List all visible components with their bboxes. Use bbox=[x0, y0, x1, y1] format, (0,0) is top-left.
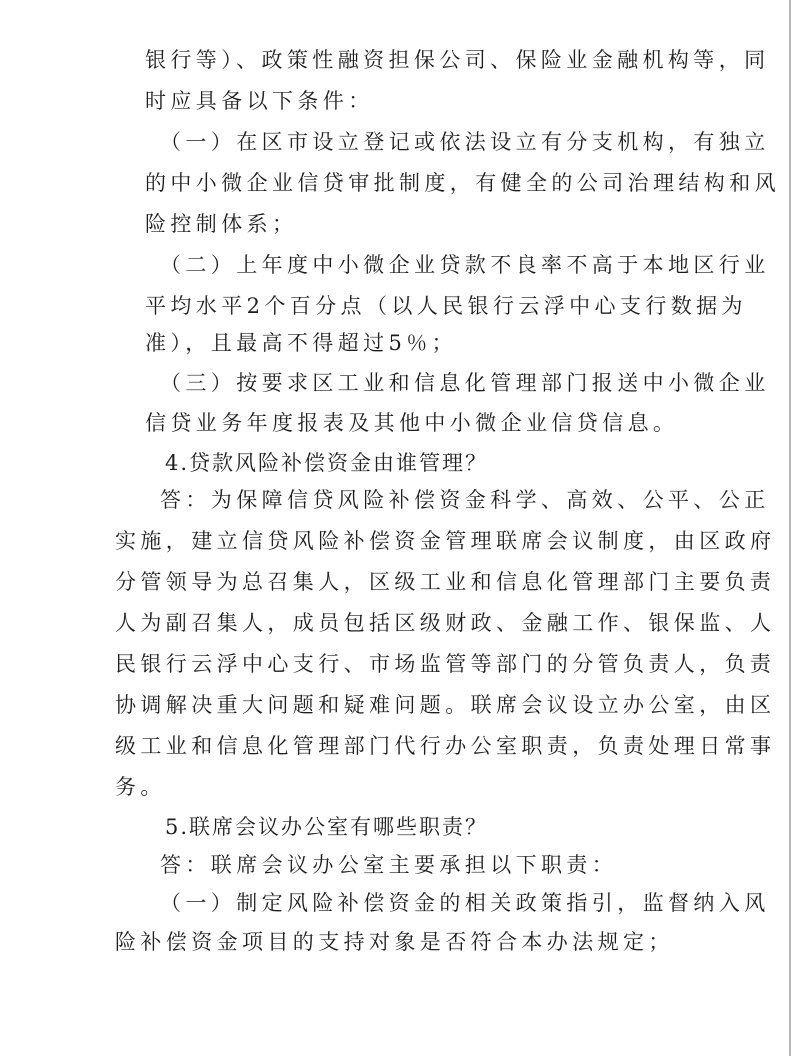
answer-4-line: 协调解决重大问题和疑难问题。联席会议设立办公室，由区 bbox=[115, 693, 776, 717]
list-item-3-line: 信贷业务年度报表及其他中小微企业信贷信息。 bbox=[145, 411, 679, 435]
answer-4-line: 民银行云浮中心支行、市场监管等部门的分管负责人，负责 bbox=[115, 652, 776, 676]
list-item-3-line: （三）按要求区工业和信息化管理部门报送中小微企业 bbox=[160, 371, 770, 395]
answer-4-line: 答：为保障信贷风险补偿资金科学、高效、公平、公正 bbox=[160, 488, 770, 512]
answer-4-line: 实施，建立信贷风险补偿资金管理联席会议制度，由区政府 bbox=[115, 529, 776, 553]
answer-4-line: 务。 bbox=[115, 775, 166, 799]
question-4-heading: 4.贷款风险补偿资金由谁管理？ bbox=[165, 451, 489, 475]
paragraph-line: 时应具备以下条件： bbox=[145, 89, 374, 113]
answer-4-line: 分管领导为总召集人，区级工业和信息化管理部门主要负责 bbox=[115, 570, 776, 594]
answer-5-list-item-1-line: （一）制定风险补偿资金的相关政策指引，监督纳入风 bbox=[160, 891, 770, 915]
list-item-1-line: 险控制体系； bbox=[145, 212, 298, 236]
list-item-1-line: （一）在区市设立登记或依法设立有分支机构，有独立 bbox=[160, 130, 770, 154]
answer-5-line: 答：联席会议办公室主要承担以下职责： bbox=[160, 853, 618, 877]
answer-4-line: 人为副召集人，成员包括区级财政、金融工作、银保监、人 bbox=[115, 611, 776, 635]
paragraph-line: 银行等）、政策性融资担保公司、保险业金融机构等，同 bbox=[145, 48, 770, 72]
list-item-2-line: 平均水平2个百分点（以人民银行云浮中心支行数据为 bbox=[145, 294, 747, 318]
list-item-2-line: 准），且最高不得超过5％； bbox=[145, 331, 458, 355]
answer-5-list-item-1-line: 险补偿资金项目的支持对象是否符合本办法规定； bbox=[115, 930, 674, 954]
question-5-heading: 5.联席会议办公室有哪些职责？ bbox=[165, 815, 489, 839]
list-item-1-line: 的中小微企业信贷审批制度，有健全的公司治理结构和风 bbox=[145, 171, 780, 195]
answer-4-line: 级工业和信息化管理部门代行办公室职责，负责处理日常事 bbox=[115, 734, 776, 758]
list-item-2-line: （二）上年度中小微企业贷款不良率不高于本地区行业 bbox=[160, 253, 770, 277]
